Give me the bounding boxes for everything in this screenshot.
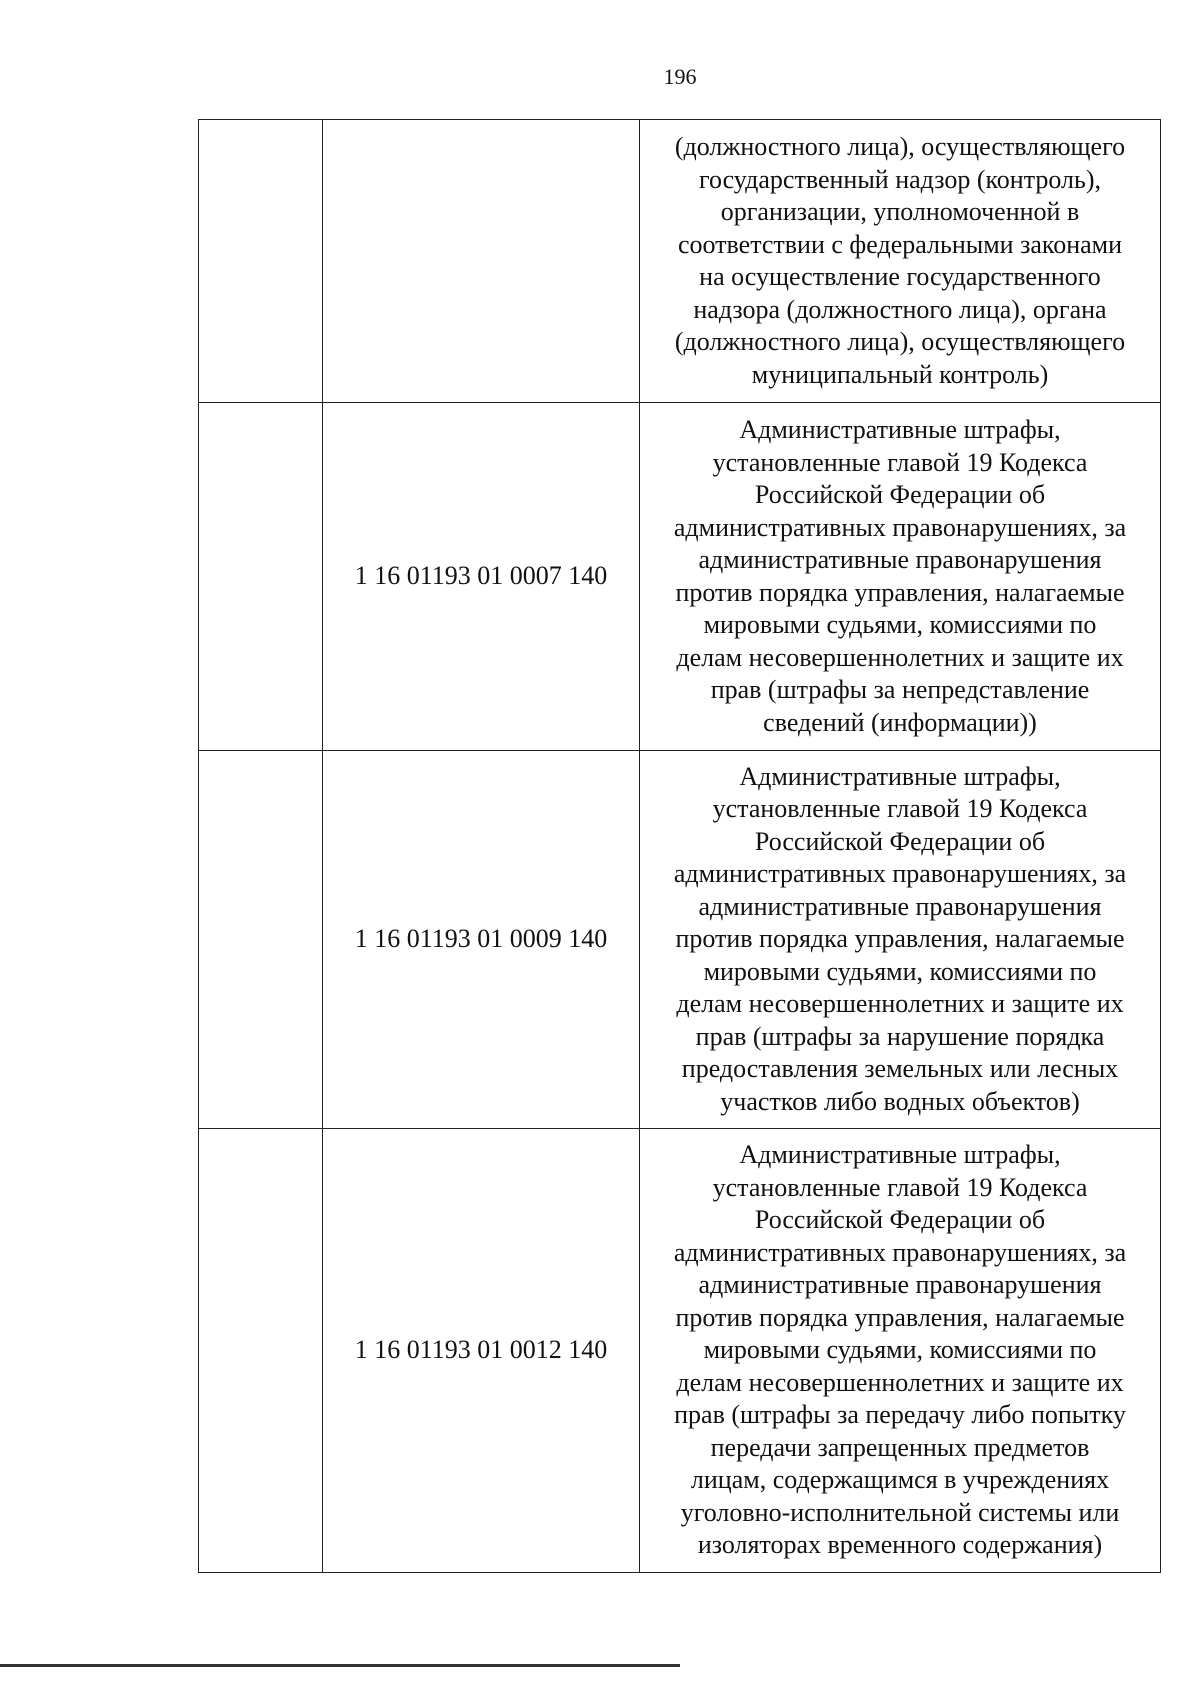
table-row [199,120,1161,403]
description-line: (должностного лица), осуществляющего [674,327,1126,356]
description-line: административные правонарушения [698,545,1102,574]
description-line: изоляторах временного содержания) [697,1530,1103,1560]
table-cell-blank [199,403,323,751]
table-cell-blank [199,120,323,403]
description-line: делам несовершеннолетних и защите их [676,642,1124,672]
description-line: прав (штрафы за непредставление [710,675,1090,704]
footer-rule [0,1664,680,1667]
description-line: (должностного лица), осуществляющего [674,132,1126,161]
budget-code-cell: 1 16 01193 01 0009 140 [323,751,640,1129]
description-line: Административные штрафы, [739,415,1061,444]
description-line: делам несовершеннолетних и защите их [676,1367,1124,1397]
table-body [199,120,1161,1573]
description-line: против порядка управления, налагаемые [675,924,1125,954]
description-line: делам несовершеннолетних и защите их [676,989,1124,1019]
budget-code-cell [323,120,640,403]
description-line: мировыми судьями, комиссиями по [703,1335,1097,1365]
description-line: Российской Федерации об [754,480,1046,509]
description-line: лицам, содержащимся в учреждениях [690,1465,1110,1495]
description-line: сведений (информации)) [763,707,1037,737]
description-line: административных правонарушениях, за [673,1237,1127,1267]
budget-code-cell: 1 16 01193 01 0007 140 [323,403,640,751]
description-cell [640,1129,1161,1573]
description-line: муниципальный контроль) [751,359,1049,389]
description-line: установленные главой 19 Кодекса [712,1172,1088,1202]
description-line: государственный надзор (контроль), [698,164,1102,194]
description-line: мировыми судьями, комиссиями по [703,956,1097,986]
description-line: установленные главой 19 Кодекса [712,794,1088,824]
budget-classification-table [198,119,1161,1573]
description-line: прав (штрафы за передачу либо попытку [674,1400,1126,1430]
description-line: организации, уполномоченной в [720,197,1080,226]
page-number: 196 [663,64,697,89]
description-line: мировыми судьями, комиссиями по [703,610,1097,639]
description-line: Административные штрафы, [739,761,1061,791]
table-cell-blank [199,751,323,1129]
description-line: Российской Федерации об [754,1205,1046,1235]
description-line: предоставления земельных или лесных [681,1054,1119,1084]
description-line: административные правонарушения [698,891,1102,921]
description-line: надзора (должностного лица), органа [693,294,1107,324]
description-line: соответствии с федеральными законами [677,229,1123,259]
description-line: административные правонарушения [698,1270,1102,1300]
table-row [199,1129,1161,1573]
description-cell [640,120,1161,403]
table-cell-blank [199,1129,323,1573]
description-line: против порядка управления, налагаемые [675,1302,1125,1332]
description-line: административных правонарушениях, за [673,859,1127,889]
description-line: участков либо водных объектов) [720,1086,1080,1116]
description-line: административных правонарушениях, за [673,512,1127,542]
description-line: уголовно-исполнительной системы или [680,1497,1120,1527]
description-line: Административные штрафы, [739,1140,1061,1170]
description-line: против порядка управления, налагаемые [675,577,1125,607]
description-cell [640,403,1161,751]
description-line: установленные главой 19 Кодекса [712,447,1088,477]
table-row [199,751,1161,1129]
description-cell [640,751,1161,1129]
description-line: на осуществление государственного [699,262,1101,291]
description-line: Российской Федерации об [754,826,1046,856]
description-line: прав (штрафы за нарушение порядка [695,1021,1105,1051]
budget-code-cell: 1 16 01193 01 0012 140 [323,1129,640,1573]
description-line: передачи запрещенных предметов [710,1432,1090,1462]
table-row [199,403,1161,751]
